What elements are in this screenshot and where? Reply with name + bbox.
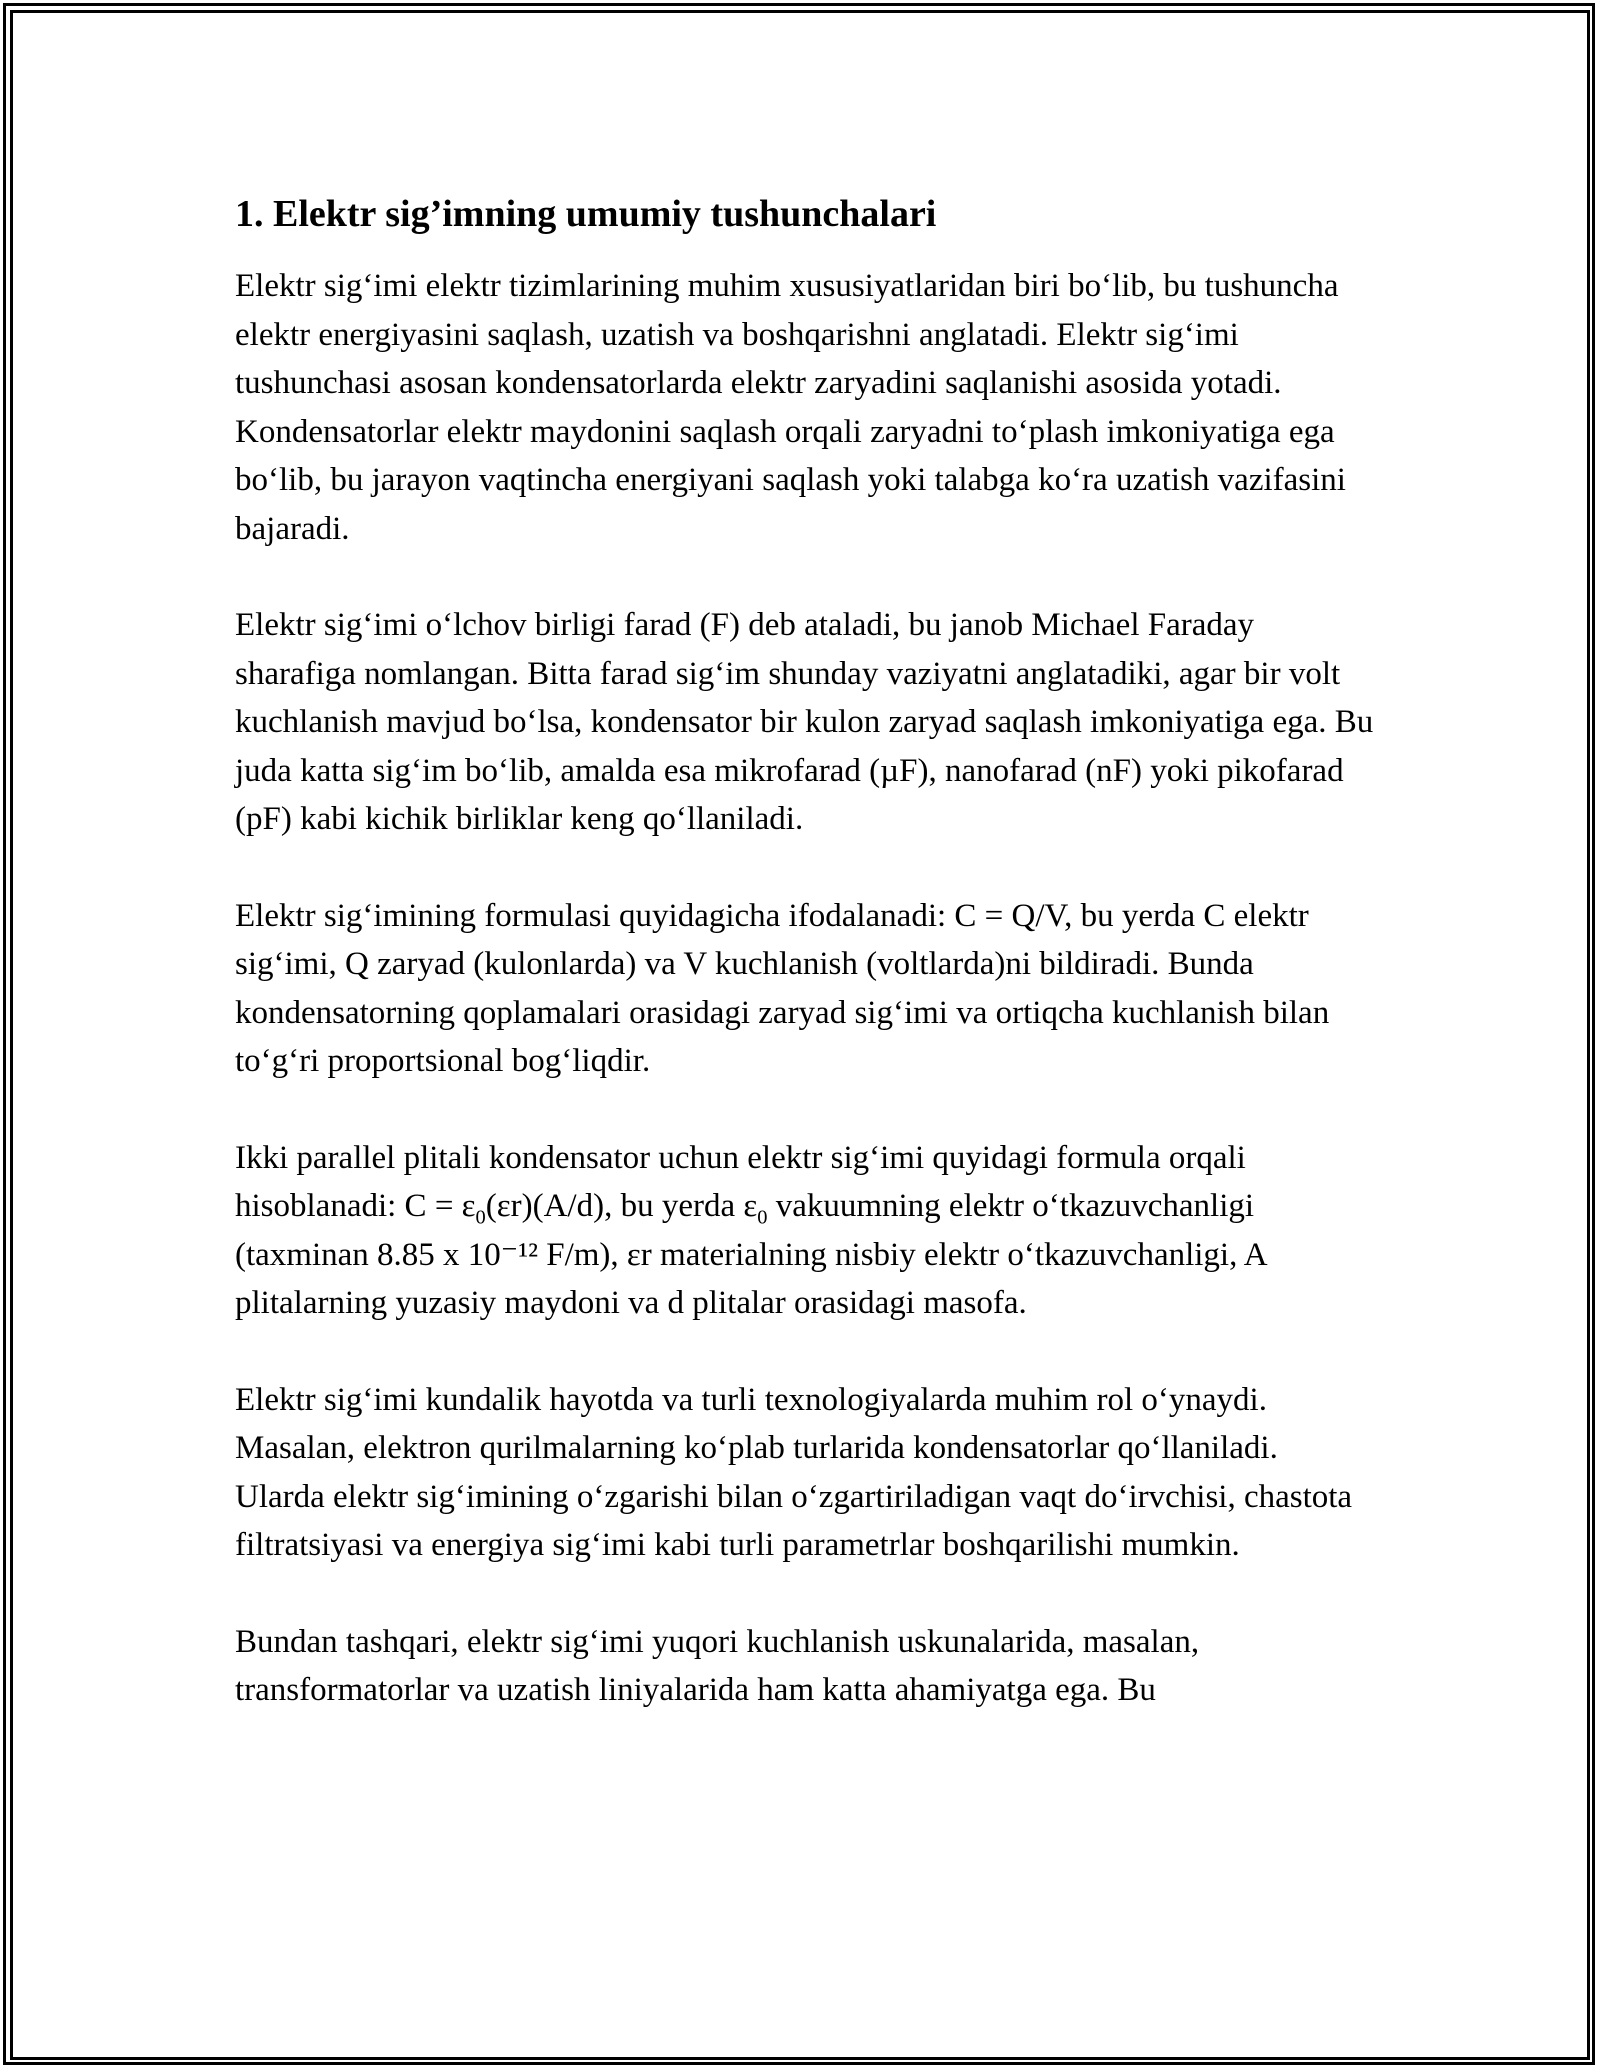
epsilon-subscript-1: 0 [475, 1206, 486, 1229]
paragraph-farad-unit: Elektr sig‘imi o‘lchov birligi farad (F) deb ataladi, bu janob Michael Faraday sharafiga nomlangan. Bitta farad sig‘im shunday vaziyatni anglatadiki, agar bir volt kuchlanish mavjud bo‘lsa, kondensator bir kulon zaryad saqlash imkoniyatiga ega. Bu juda katta sig‘im bo‘lib, amalda esa mikrofarad (µF), nanofarad (nF) yoki pikofarad (pF) kabi kichik birliklar keng qo‘llaniladi. [235, 607, 1374, 837]
document-body [235, 190, 1375, 1715]
epsilon-subscript-2: 0 [757, 1206, 768, 1229]
section-title: 1. Elektr sig’imning umumiy tushunchalari [235, 193, 937, 235]
paragraph-intro: Elektr sig‘imi elektr tizimlarining muhim xususiyatlaridan biri bo‘lib, bu tushuncha elektr energiyasini saqlash, uzatish va boshqarishni anglatadi. Elektr sig‘imi tushunchasi asosan kondensatorlarda elektr zaryadini saqlanishi asosida yotadi. Kondensatorlar elektr maydonini saqlash orqali zaryadni to‘plash imkoniyatiga ega bo‘lib, bu jarayon vaqtincha energiyani saqlash yoki talabga ko‘ra uzatish vazifasini bajaradi. [235, 268, 1346, 547]
paragraph-high-voltage: Bundan tashqari, elektr sig‘imi yuqori kuchlanish uskunalarida, masalan, transformatorlar va uzatish liniyalarida ham katta ahamiyatga ega. Bu [235, 1623, 1200, 1708]
paragraph-parallel-plate [235, 1134, 1375, 1328]
formula-text-part3: vakuumning elektr o‘tkazuvchanligi (taxminan 8.85 x 10⁻¹² F/m), εr materialning nisbiy elektr o‘tkazuvchanligi, A plitalarning yuzasiy maydoni va d plitalar orasidagi masofa. [235, 1188, 1266, 1321]
formula-text-part1: Ikki parallel plitali kondensator uchun elektr sig‘imi quyidagi formula orqali hisoblanadi: C = ε [235, 1139, 1246, 1224]
paragraph-everyday-use: Elektr sig‘imi kundalik hayotda va turli texnologiyalarda muhim rol o‘ynaydi. Masalan, elektron qurilmalarning ko‘plab turlarida kondensatorlar qo‘llaniladi. Ularda elektr sig‘imining o‘zgarishi bilan o‘zgartiriladigan vaqt do‘irvchisi, chastota filtratsiyasi va energiya sig‘imi kabi turli parametrlar boshqarilishi mumkin. [235, 1381, 1353, 1563]
formula-text-part2: (εr)(A/d), bu yerda ε [485, 1188, 758, 1224]
paragraph-capacitance-formula: Elektr sig‘imining formulasi quyidagicha ifodalanadi: C = Q/V, bu yerda C elektr sig‘imi, Q zaryad (kulonlarda) va V kuchlanish (voltlarda)ni bildiradi. Bunda kondensatorning qoplamalari orasidagi zaryad sig‘imi va ortiqcha kuchlanish bilan to‘g‘ri proportsional bog‘liqdir. [235, 897, 1330, 1079]
